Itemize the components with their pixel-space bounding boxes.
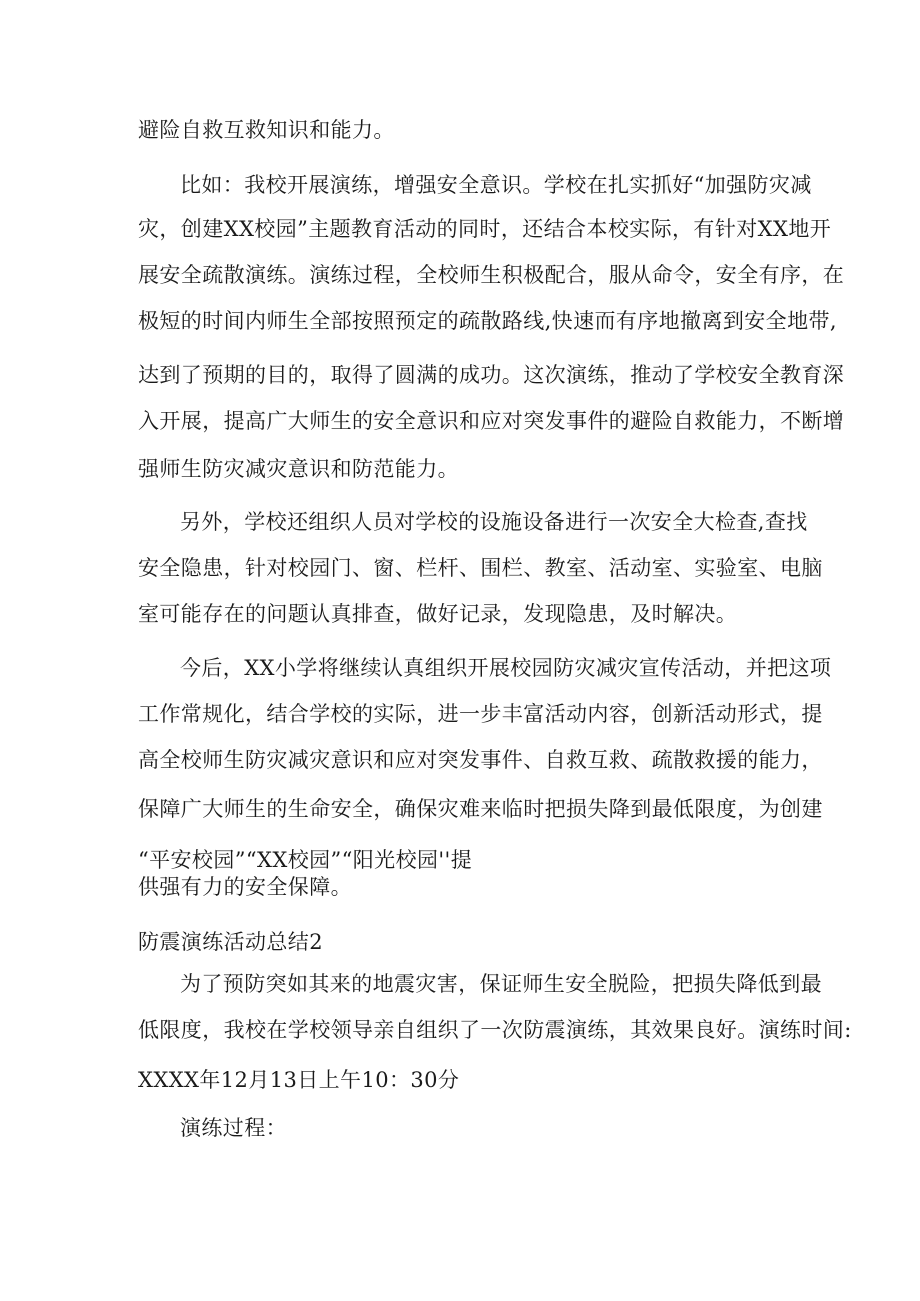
paragraph-line: 今后，XX小学将继续认真组织开展校园防灾减灾宣传活动，并把这项: [180, 656, 832, 680]
paragraph-line: 保障广大师生的生命安全，确保灾难来临时把损失降到最低限度，为创建: [138, 797, 823, 821]
paragraph-line: 灾，创建XX校园”主题教育活动的同时，还结合本校实际，有针对XX地开: [138, 217, 832, 241]
paragraph-line: 比如：我校开展演练，增强安全意识。学校在扎实抓好“加强防灾减: [180, 173, 812, 197]
paragraph-line: “平安校园”“XX校园”“阳光校园''提: [138, 848, 473, 872]
paragraph-line: 供强有力的安全保障。: [138, 875, 352, 899]
paragraph-line: 另外，学校还组织人员对学校的设施设备进行一次安全大检查,查找: [180, 510, 808, 534]
paragraph-line: 极短的时间内师生全部按照预定的疏散路线,快速而有序地撤离到安全地带,: [138, 309, 837, 333]
section-heading: 防震演练活动总结2: [138, 930, 323, 954]
paragraph-line: XXXX年12月13日上午10：30分: [138, 1068, 460, 1092]
paragraph-line: 室可能存在的问题认真排查，做好记录，发现隐患，及时解决。: [138, 602, 738, 626]
paragraph-line: 入开展，提高广大师生的安全意识和应对突发事件的避险自救能力，不断增: [138, 409, 845, 433]
paragraph-line: 高全校师生防灾减灾意识和应对突发事件、自救互救、疏散救援的能力，: [138, 748, 823, 772]
paragraph-line: 强师生防灾减灾意识和防范能力。: [138, 457, 459, 481]
paragraph-line: 避险自救互救知识和能力。: [138, 118, 395, 142]
paragraph-line: 工作常规化，结合学校的实际，进一步丰富活动内容，创新活动形式，提: [138, 702, 823, 726]
paragraph-line: 为了预防突如其来的地震灾害，保证师生安全脱险，把损失降低到最: [180, 972, 822, 996]
paragraph-line: 演练过程：: [180, 1116, 287, 1140]
paragraph-line: 达到了预期的目的，取得了圆满的成功。这次演练，推动了学校安全教育深: [138, 363, 845, 387]
paragraph-line: 展安全疏散演练。演练过程，全校师生积极配合，服从命令，安全有序，在: [138, 263, 845, 287]
paragraph-line: 安全隐患，针对校园门、窗、栏杆、围栏、教室、活动室、实验室、电脑: [138, 556, 823, 580]
paragraph-line: 低限度，我校在学校领导亲自组织了一次防震演练，其效果良好。演练时间:: [138, 1018, 852, 1042]
